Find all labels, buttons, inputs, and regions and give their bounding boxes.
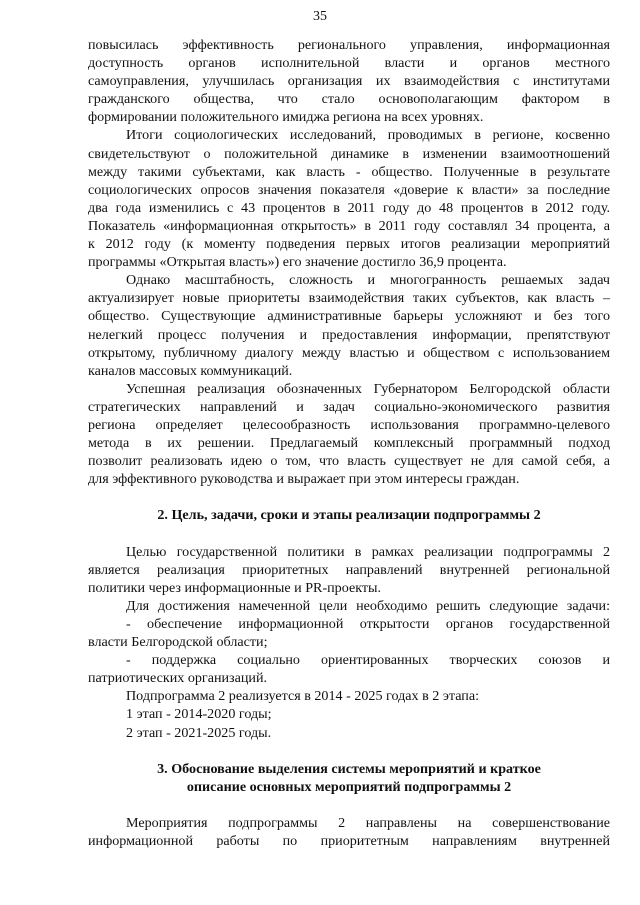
text-line: метода в их решении. Предлагаемый комплексный программный подход	[88, 435, 610, 452]
text-line: открытому, публичному диалогу между властью и обществом с использованием	[88, 344, 610, 361]
section-3-heading-line-2: описание основных мероприятий подпрограммы 2	[186, 778, 512, 795]
text-line: для эффективного руководства и выражает при этом интересы граждан.	[88, 471, 520, 488]
paragraph-7	[88, 814, 610, 850]
text-line: Однако масштабность, сложность и многогранность решаемых задач	[126, 272, 610, 289]
text-line: повысилась эффективность регионального управления, информационная	[88, 37, 610, 53]
text-line: общество. Существующие административные барьеры усложняют и без того	[88, 308, 610, 325]
text-line: программы «Открытая власть») его значение достигло 36,9 процента.	[88, 254, 507, 271]
paragraph-1	[88, 36, 610, 126]
paragraph-2	[88, 126, 610, 271]
text-line: стратегических направлений и задач социально-экономического развития	[88, 398, 610, 415]
task-2	[88, 651, 610, 687]
stage-2: 2 этап - 2021-2025 годы.	[126, 724, 272, 741]
text-line: региона определяет целесообразность использования программно-целевого	[88, 416, 610, 433]
text-line: самоуправления, улучшилась организация их взаимодействия с институтами	[88, 73, 610, 90]
stages-intro: Подпрограмма 2 реализуется в 2014 - 2025 годах в 2 этапа:	[126, 688, 480, 705]
task-1	[88, 615, 610, 651]
text-line: позволит реализовать идею о том, что власть существует не для самой себя, а	[88, 453, 610, 470]
text-line: информационной работы по приоритетным направлениям внутренней	[88, 833, 610, 850]
paragraph-5	[88, 543, 610, 597]
text-line: гражданского общества, что стало основополагающим фактором в	[88, 91, 610, 108]
text-line: - обеспечение информационной открытости органов государственной	[126, 616, 610, 632]
document-body	[88, 36, 610, 850]
section-2-heading: 2. Цель, задачи, сроки и этапы реализации подпрограммы 2	[157, 507, 541, 524]
text-line: два года изменились с 43 процентов в 2011 году до 48 процентов в 2012 году.	[88, 199, 610, 216]
text-line: к 2012 году (к моменту подведения первых итогов реализации мероприятий	[88, 236, 610, 253]
text-line: власти Белгородской области;	[88, 634, 268, 651]
section-3-heading-line-1: 3. Обоснование выделения системы мероприятий и краткое	[157, 760, 541, 777]
text-line: патриотических организаций.	[88, 670, 268, 687]
stage-1: 1 этап - 2014-2020 годы;	[126, 706, 272, 723]
text-line: политики через информационные и PR-проекты.	[88, 579, 382, 596]
text-line: Целью государственной политики в рамках реализации подпрограммы 2	[126, 543, 610, 560]
text-line: Итоги социологических исследований, проводимых в регионе, косвенно	[126, 127, 610, 144]
text-line: нелегкий процесс получения и предоставления информации, препятствуют	[88, 326, 610, 343]
text-line: формировании положительного имиджа региона на всех уровнях.	[88, 109, 484, 126]
text-line: Мероприятия подпрограммы 2 направлены на совершенствование	[126, 815, 610, 832]
text-line: - поддержка социально ориентированных творческих союзов и	[126, 652, 610, 669]
paragraph-3	[88, 271, 610, 380]
page-number: 35	[313, 9, 327, 24]
tasks-intro: Для достижения намеченной цели необходимо решить следующие задачи:	[126, 597, 610, 614]
text-line: доступность органов исполнительной власти и органов местного	[88, 55, 610, 72]
text-line: Успешная реализация обозначенных Губернатором Белгородской области	[126, 380, 610, 397]
text-line: свидетельствуют о положительной динамике в изменении взаимоотношений	[88, 145, 610, 162]
text-line: социологических опросов значения показателя «доверие к власти» за последние	[88, 181, 610, 198]
paragraph-4	[88, 380, 610, 489]
text-line: является реализация приоритетных направлений внутренней региональной	[88, 561, 610, 578]
text-line: каналов массовых коммуникаций.	[88, 362, 293, 379]
text-line: Показатель «информационная открытость» в 2011 году составлял 34 процента, а	[88, 217, 610, 234]
text-line: актуализирует новые приоритеты взаимодействия таких субъектов, как власть –	[88, 290, 610, 307]
text-line: между такими субъектами, как власть - общество. Полученные в результате	[88, 163, 610, 180]
